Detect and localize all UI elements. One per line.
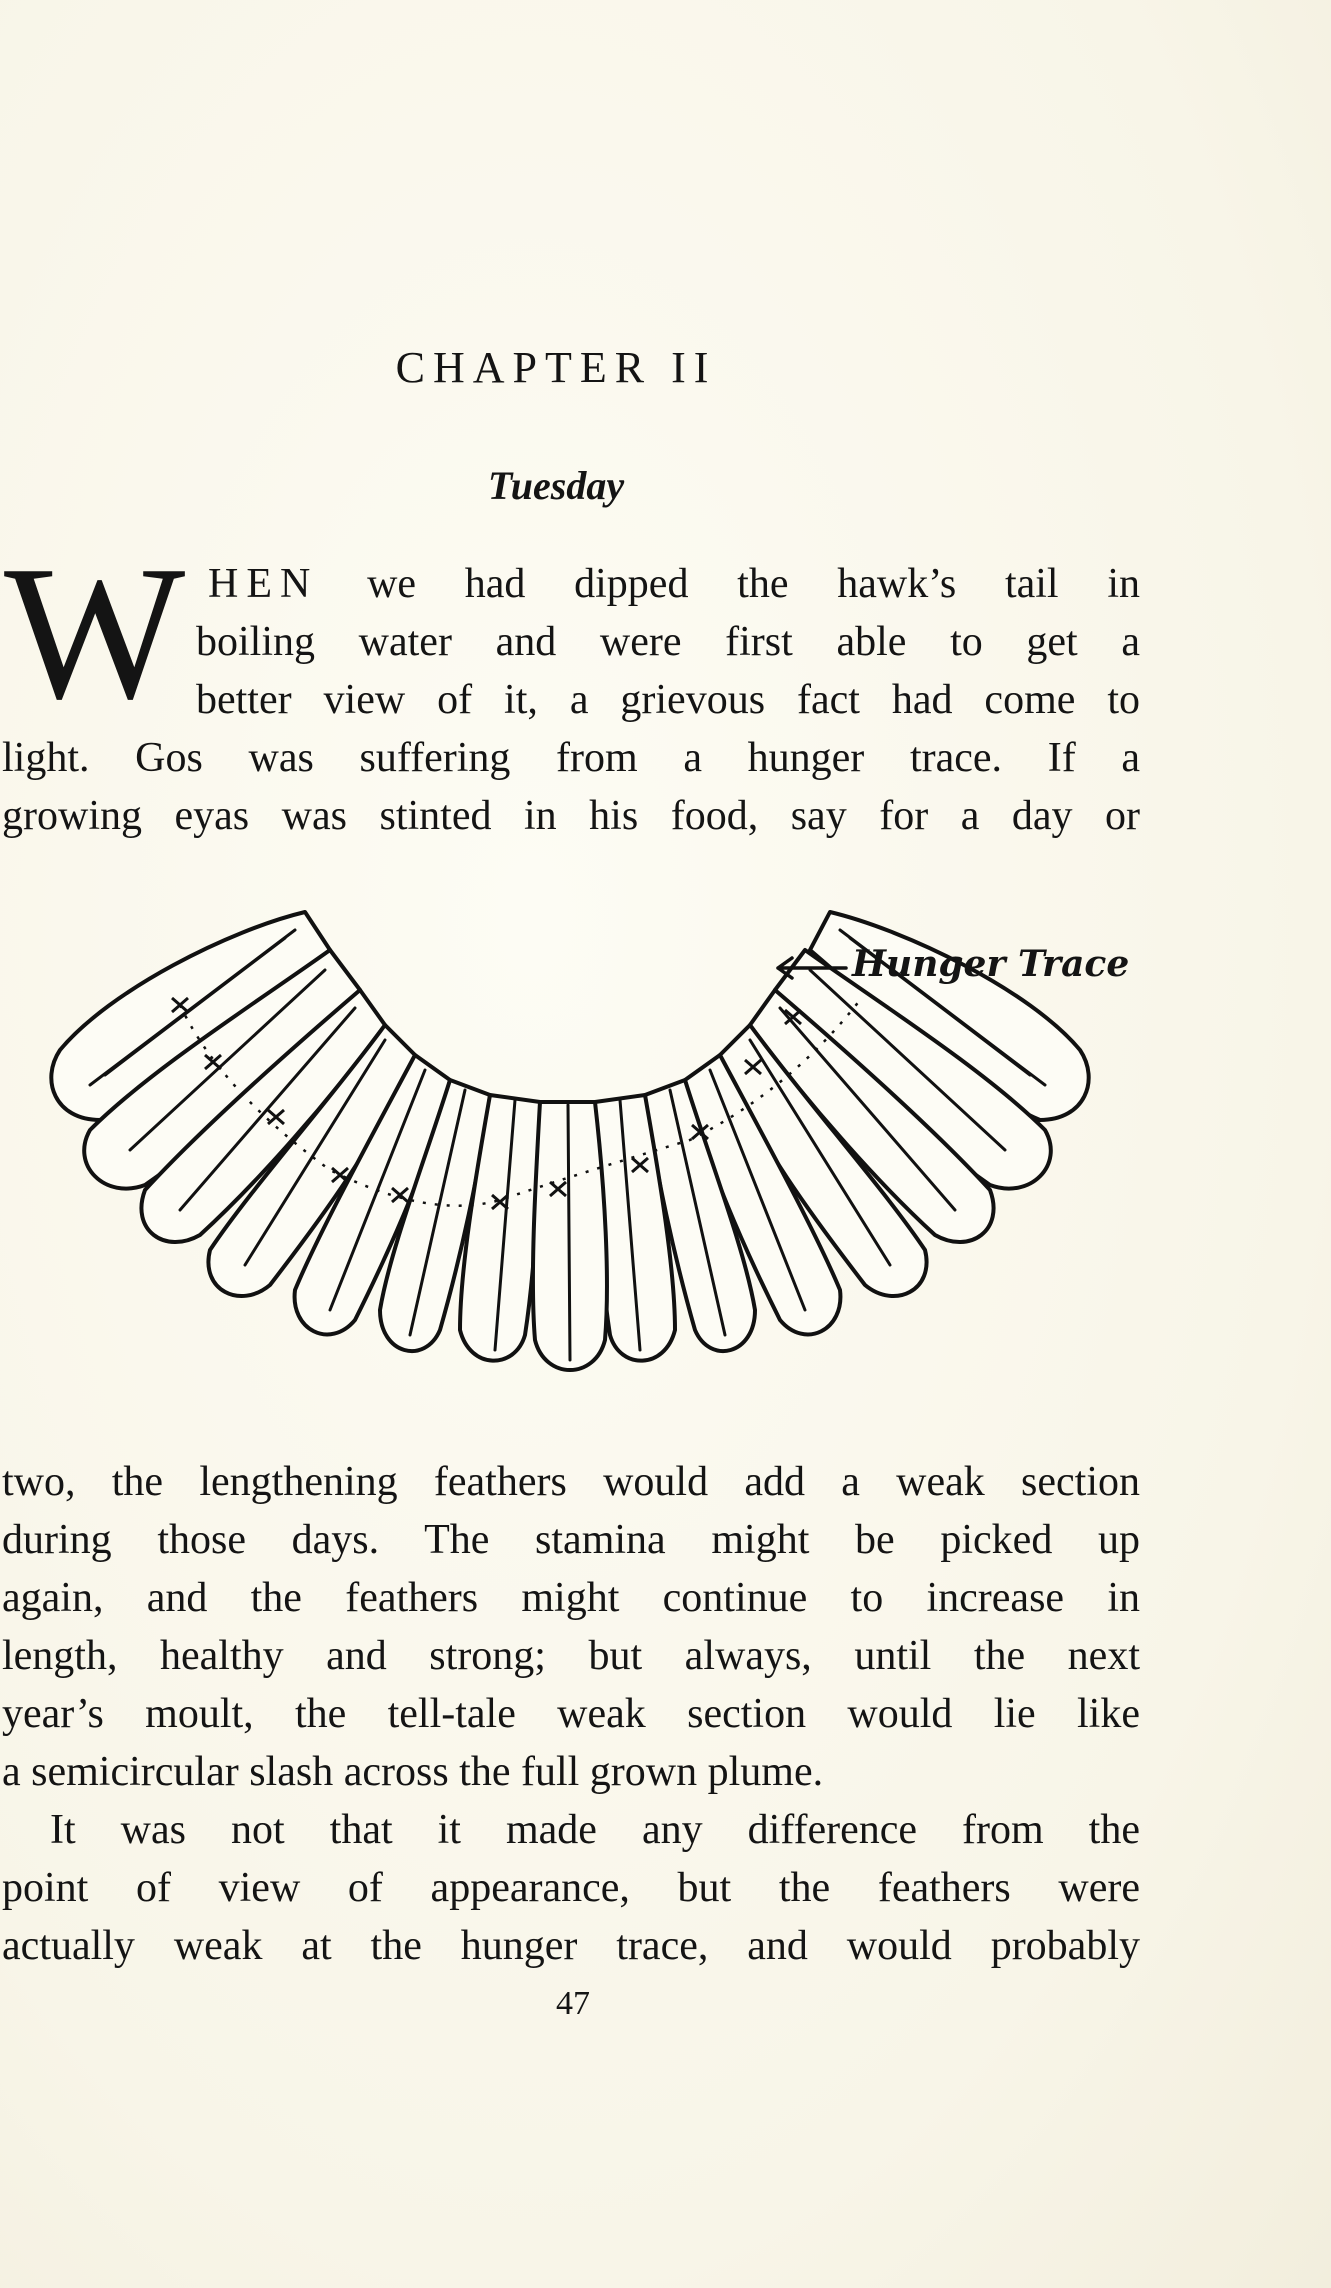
first-word-small-caps: HEN: [208, 561, 319, 607]
drop-cap: W: [4, 526, 186, 739]
text-line: again, and the feathers might continue to increase in: [2, 1575, 1140, 1621]
text-line: point of view of appearance, but the feathers were: [2, 1865, 1140, 1911]
text-line: during those days. The stamina might be picked up: [2, 1517, 1140, 1563]
chapter-heading: CHAPTER II: [395, 343, 717, 392]
text-line: It was not that it made any difference from the: [50, 1807, 1140, 1853]
text-line: length, healthy and strong; but always, until the next: [2, 1633, 1140, 1679]
text-line: two, the lengthening feathers would add a weak section: [2, 1459, 1140, 1505]
figure-label: Hunger Trace: [852, 943, 1130, 985]
text-line: growing eyas was stinted in his food, say for a day or: [2, 793, 1140, 839]
text-line: [208, 555, 1140, 613]
page-number: 47: [556, 1985, 590, 2022]
arrow-left-icon: [770, 948, 850, 988]
text-line: year’s moult, the tell-tale weak section would lie like: [2, 1691, 1140, 1737]
text-line: a semicircular slash across the full grown plume.: [2, 1749, 824, 1795]
line-text: we had dipped the hawk’s tail in: [367, 561, 1140, 607]
text-line: light. Gos was suffering from a hunger trace. If a: [2, 735, 1140, 781]
chapter-subtitle: Tuesday: [487, 463, 625, 508]
text-line: boiling water and were first able to get a: [196, 619, 1140, 665]
text-line: actually weak at the hunger trace, and would probably: [2, 1923, 1140, 1969]
text-line: better view of it, a grievous fact had come to: [196, 677, 1140, 723]
